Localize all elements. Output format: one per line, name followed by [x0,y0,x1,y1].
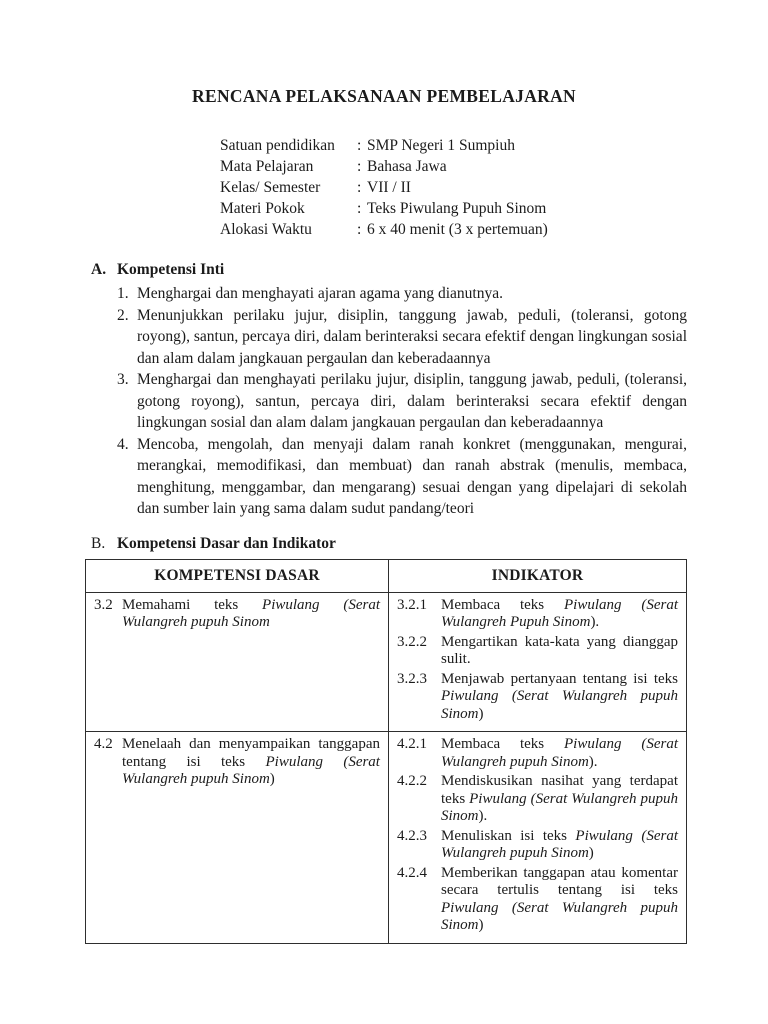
indicator-text-regular: Membaca teks [441,736,564,752]
indicator-item [397,671,678,724]
metadata-label: Mata Pelajaran [220,158,314,175]
metadata-separator: : [357,200,362,217]
indicator-cell [389,732,687,944]
section-kompetensi-inti [85,259,687,520]
kd-text [122,597,380,632]
indicator-item [397,634,678,669]
kd-text-italic: Piwulang (Serat Wulangreh pupuh Sinom [122,596,380,630]
metadata-row [220,219,768,240]
section-title: Kompetensi Dasar dan Indikator [117,534,336,552]
list-item [117,283,687,305]
indicator-text-regular: Menuliskan isi teks [441,827,576,844]
metadata-value: VII / II [367,179,411,196]
metadata-value: Teks Piwulang Pupuh Sinom [367,200,547,217]
metadata-row [220,198,768,219]
list-item-text: Mencoba, mengolah, dan menyaji dalam ranah konkret (menggunakan, mengurai, merangkai, memodifikasi, dan membuat) dan ranah abstrak (menulis, membaca, menghitung, menggambar, dan mengarang) sesuai dengan yang dipelajari di sekolah dan sumber lain yang sama dalam sudut pandang/teori [137,435,687,517]
metadata-row [220,177,768,198]
indicator-number: 4.2.1 [397,736,427,752]
indicator-text-regular: ). [478,808,488,824]
kd-text [122,736,380,789]
kd-text-italic: Piwulang (Serat Wulangreh pupuh Sinom [122,753,380,787]
metadata-separator: : [357,221,362,238]
table-header-indikator: INDIKATOR [389,559,687,592]
indicator-item [397,865,678,935]
document-body [85,259,687,944]
kd-cell [86,732,389,944]
indicator-item [397,597,678,632]
kd-text-regular: Menelaah dan menyampaikan tanggapan tentang isi teks [122,736,380,770]
indicator-text [441,736,678,771]
metadata-row [220,156,768,177]
kd-text-regular: ) [269,771,275,787]
indicator-number: 4.2.2 [397,773,427,789]
list-item [117,305,687,370]
section-letter: B. [91,534,106,552]
metadata-value: Bahasa Jawa [367,158,447,175]
list-item-number: 1. [117,285,129,302]
indicator-text-regular: ) [588,845,594,861]
indicator-number: 4.2.4 [397,864,427,881]
kd-cell [86,592,389,732]
indicator-number: 3.2.2 [397,633,427,650]
table-header-kompetensi-dasar: KOMPETENSI DASAR [86,559,389,592]
indicator-cell [389,592,687,732]
list-item-number: 4. [117,435,129,453]
indicator-text-italic: Piwulang (Serat Wulangreh pupuh Sinom [441,790,678,824]
indicator-text-regular: ). [588,753,598,770]
indicator-text-italic: Piwulang (Serat Wulangreh pupuh Sinom [441,899,678,933]
list-item-text: Menghargai dan menghayati perilaku jujur, disiplin, tanggung jawab, peduli, (toleransi, gotong royong), santun, percaya diri, dalam berinteraksi secara efektif dengan lingkungan sosial dan alam dalam jangkauan pergaulan dan keberadaannya [137,371,687,431]
indicator-text [441,828,678,863]
indicator-number: 3.2.3 [397,670,427,687]
section-letter: A. [91,261,107,278]
indicator-text-italic: Piwulang (Serat Wulangreh pupuh Sinom [441,827,678,861]
section-title: Kompetensi Inti [117,261,225,278]
indicator-number: 4.2.3 [397,827,427,844]
metadata-value: SMP Negeri 1 Sumpiuh [367,137,515,154]
indicator-text [441,671,678,724]
list-item-text: Menghargai dan menghayati ajaran agama yang dianutnya. [137,285,503,302]
metadata-value: 6 x 40 menit (3 x pertemuan) [367,221,548,238]
kd-indikator-table [85,559,687,944]
metadata-separator: : [357,137,362,154]
kd-entry [94,736,380,789]
section-a-heading [85,259,687,280]
indicator-text [441,597,678,632]
metadata-separator: : [357,158,362,175]
indicator-text-regular: Mengartikan kata-kata yang dianggap sulit. [441,633,678,667]
page-title: RENCANA PELAKSANAAN PEMBELAJARAN [192,86,576,106]
indicator-text-regular: Mendiskusikan nasihat yang terdapat teks [441,773,678,807]
table-row [86,732,687,944]
indicator-text-regular: Menjawab pertanyaan tentang isi teks [441,670,678,687]
metadata-block [220,135,768,240]
list-item [117,434,687,520]
metadata-separator: : [357,179,362,196]
list-item [117,369,687,434]
indicator-text-italic: Piwulang (Serat Wulangreh Pupuh Sinom [441,596,678,630]
list-item-number: 3. [117,371,129,388]
indicator-text-italic: Piwulang (Serat Wulangreh pupuh Sinom [441,688,678,722]
indicator-item [397,773,678,826]
metadata-label: Satuan pendidikan [220,137,335,154]
kd-number: 4.2 [94,736,113,752]
metadata-row [220,135,768,156]
indicator-text-regular: ). [590,614,600,630]
metadata-label: Kelas/ Semester [220,179,321,196]
indicator-text-regular: Membaca teks [441,596,564,613]
section-b-heading [85,533,687,554]
table-header-row [86,559,687,592]
indicator-text [441,865,678,935]
indicator-item [397,736,678,771]
table-row [86,592,687,732]
indicator-text-regular: ) [478,917,484,933]
indicator-text-regular: ) [478,705,484,722]
indicator-text-regular: Memberikan tanggapan atau komentar secara tertulis tentang isi teks [441,864,678,898]
metadata-label: Alokasi Waktu [220,221,312,238]
indicator-text [441,634,678,669]
metadata-label: Materi Pokok [220,200,305,217]
kompetensi-inti-list [85,283,687,520]
list-item-text: Menunjukkan perilaku jujur, disiplin, tanggung jawab, peduli, (toleransi, gotong royong), santun, percaya diri, dalam berinteraksi secara efektif dengan lingkungan sosial dan alam dalam jangkauan pergaulan dan keberadaannya [137,306,687,367]
indicator-item [397,828,678,863]
indicator-number: 3.2.1 [397,596,427,613]
kd-number: 3.2 [94,596,113,613]
kd-text-regular: Memahami teks [122,596,263,613]
indicator-text-italic: Piwulang (Serat Wulangreh pupuh Sinom [441,736,678,770]
indicator-text [441,773,678,826]
list-item-number: 2. [117,306,129,324]
kd-entry [94,597,380,632]
section-kompetensi-dasar [85,533,687,944]
